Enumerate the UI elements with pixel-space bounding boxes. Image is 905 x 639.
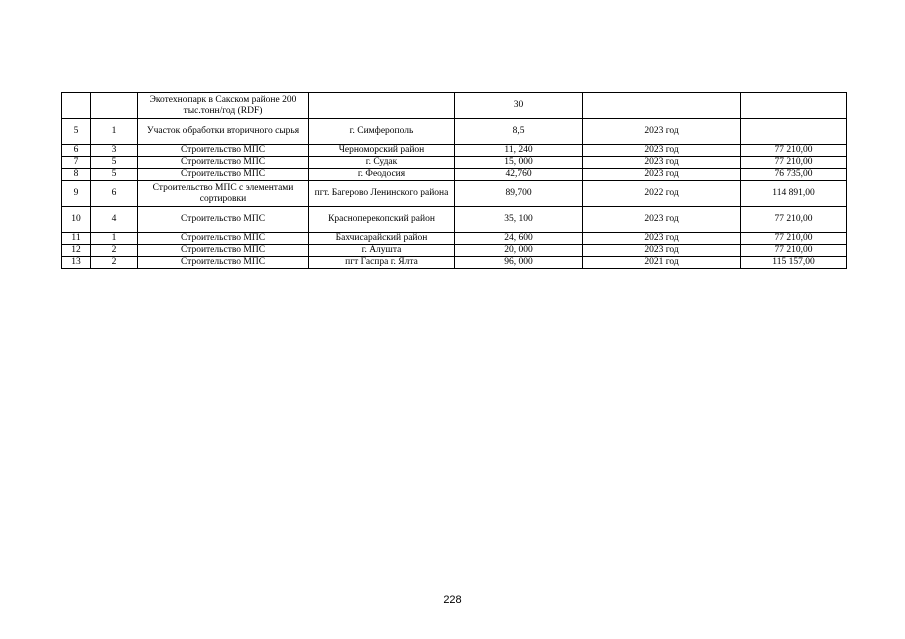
cell-capacity: 42,760 [455,169,583,181]
cell-object: Строительство МПС [138,233,309,245]
cell-code: 5 [91,169,138,181]
table-row [62,145,847,157]
cell-year: 2023 год [583,207,741,233]
cell-location: г. Алушта [309,245,455,257]
cell-object: Строительство МПС [138,207,309,233]
cell-capacity: 11, 240 [455,145,583,157]
cell-location: г. Феодосия [309,169,455,181]
cell-number: 12 [62,245,91,257]
cell-object: Участок обработки вторичного сырья [138,119,309,145]
data-table [61,92,847,269]
cell-number: 13 [62,257,91,269]
table-row [62,157,847,169]
cell-code: 4 [91,207,138,233]
cell-cost [741,93,847,119]
cell-object: Строительство МПС [138,245,309,257]
cell-object: Строительство МПС [138,157,309,169]
cell-year: 2022 год [583,181,741,207]
cell-object: Строительство МПС с элементами сортировки [138,181,309,207]
cell-year: 2023 год [583,119,741,145]
cell-capacity: 35, 100 [455,207,583,233]
cell-number [62,93,91,119]
cell-object: Строительство МПС [138,257,309,269]
cell-cost: 77 210,00 [741,245,847,257]
cell-object: Экотехнопарк в Сакском районе 200 тыс.тонн/год (RDF) [138,93,309,119]
cell-year: 2021 год [583,257,741,269]
cell-year: 2023 год [583,169,741,181]
cell-code: 1 [91,119,138,145]
cell-number: 10 [62,207,91,233]
table-row [62,169,847,181]
cell-location [309,93,455,119]
cell-number: 9 [62,181,91,207]
cell-code: 6 [91,181,138,207]
cell-year: 2023 год [583,245,741,257]
table-row [62,257,847,269]
cell-capacity: 89,700 [455,181,583,207]
cell-code: 2 [91,245,138,257]
cell-year [583,93,741,119]
cell-year: 2023 год [583,157,741,169]
cell-cost: 77 210,00 [741,207,847,233]
cell-number: 6 [62,145,91,157]
cell-cost: 77 210,00 [741,145,847,157]
cell-cost: 77 210,00 [741,157,847,169]
cell-number: 11 [62,233,91,245]
cell-code [91,93,138,119]
cell-capacity: 20, 000 [455,245,583,257]
cell-code: 2 [91,257,138,269]
cell-location: г. Симферополь [309,119,455,145]
table-row [62,233,847,245]
cell-object: Строительство МПС [138,169,309,181]
table-row [62,181,847,207]
cell-code: 1 [91,233,138,245]
cell-year: 2023 год [583,145,741,157]
cell-capacity: 8,5 [455,119,583,145]
cell-location: Красноперекопский район [309,207,455,233]
cell-capacity: 15, 000 [455,157,583,169]
cell-cost: 77 210,00 [741,233,847,245]
cell-capacity: 96, 000 [455,257,583,269]
cell-capacity: 24, 600 [455,233,583,245]
page-number: 228 [443,594,462,606]
cell-object: Строительство МПС [138,145,309,157]
table-row [62,245,847,257]
cell-location: пгт. Багерово Ленинского района [309,181,455,207]
cell-number: 7 [62,157,91,169]
cell-cost: 114 891,00 [741,181,847,207]
cell-cost: 76 735,00 [741,169,847,181]
table-row [62,93,847,119]
cell-code: 5 [91,157,138,169]
cell-location: г. Судак [309,157,455,169]
cell-location: пгт Гаспра г. Ялта [309,257,455,269]
cell-number: 8 [62,169,91,181]
cell-capacity: 30 [455,93,583,119]
cell-number: 5 [62,119,91,145]
cell-code: 3 [91,145,138,157]
cell-location: Черноморский район [309,145,455,157]
cell-cost [741,119,847,145]
cell-year: 2023 год [583,233,741,245]
table-row [62,119,847,145]
table-row [62,207,847,233]
cell-cost: 115 157,00 [741,257,847,269]
cell-location: Бахчисарайский район [309,233,455,245]
